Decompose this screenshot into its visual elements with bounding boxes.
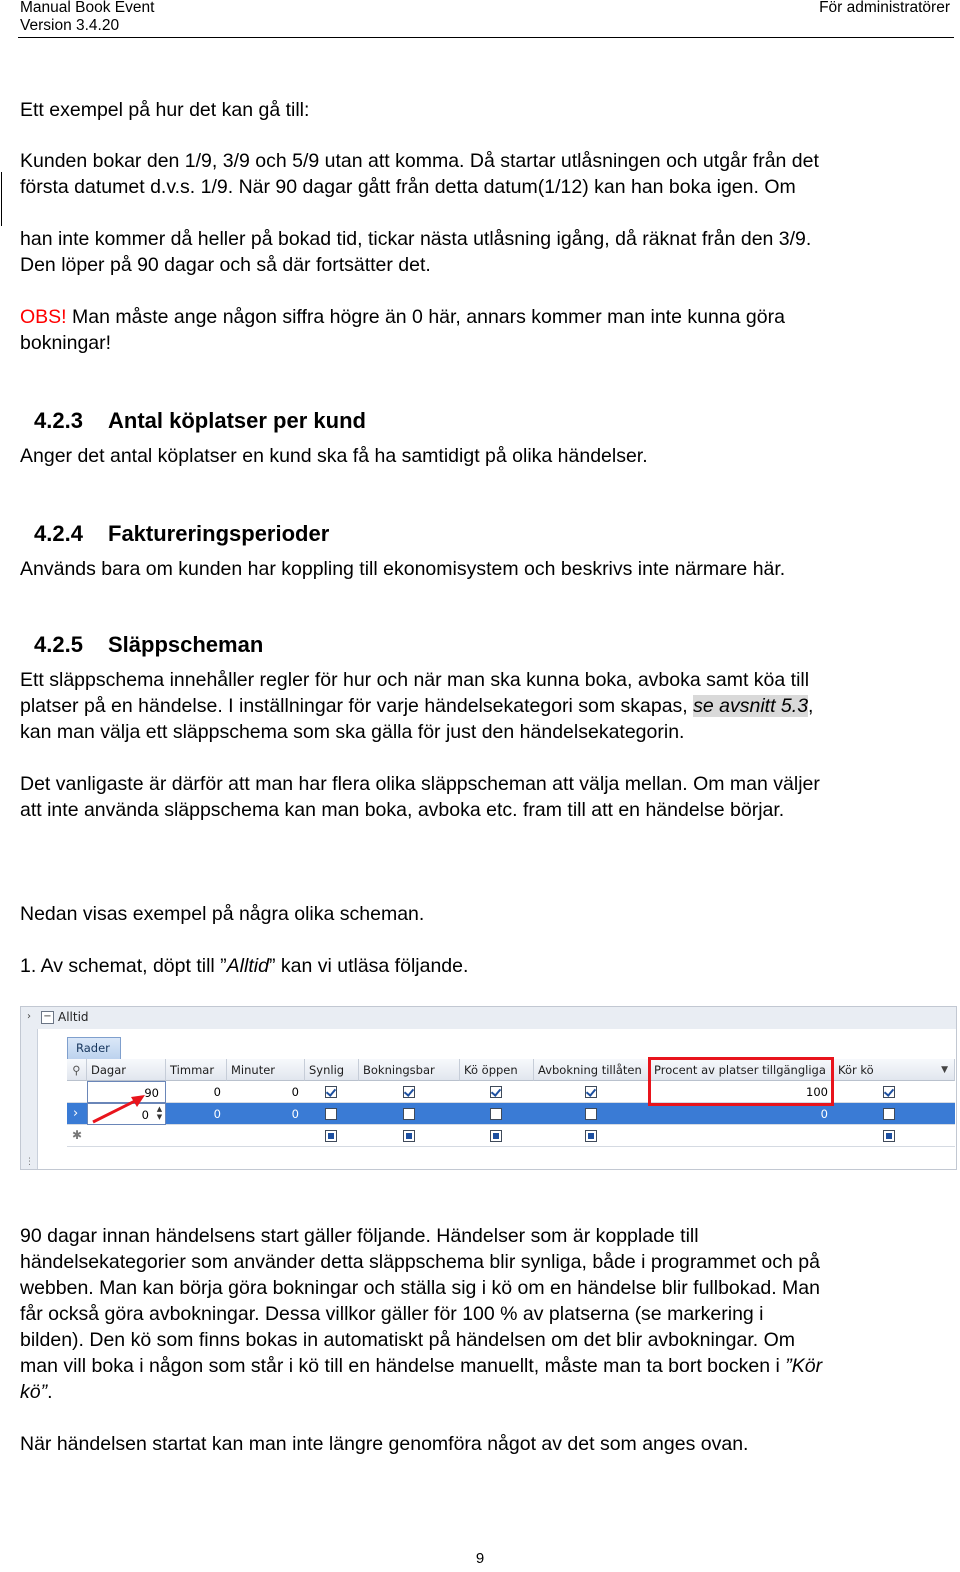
section-reference-link[interactable]: se avsnitt 5.3 (693, 695, 809, 717)
page-number: 9 (475, 1550, 485, 1567)
line-text: kan vi utläsa följande. (275, 955, 469, 977)
explanation-line7 (20, 1379, 53, 1405)
heading-text: Släppscheman (108, 632, 264, 657)
explanation-line2: händelsekategorier som använder detta släppschema blir synliga, både i programmet och på (20, 1251, 820, 1273)
row-pointer-icon: › (73, 1106, 79, 1121)
column-header-procent[interactable]: Procent av platser tillgängliga (650, 1059, 834, 1081)
obs-text: Man måste ange någon siffra högre än 0 här, annars kommer man inte kunna göra (66, 306, 785, 328)
cell-dagar[interactable]: 0 (87, 1103, 166, 1125)
dropdown-arrow-icon[interactable]: ▼ (941, 1065, 948, 1075)
section-4-2-3-body: Anger det antal köplatser en kund ska få ha samtidigt på olika händelser. (20, 445, 648, 467)
red-arrow-icon (87, 1089, 157, 1129)
heading-text: Antal köplatser per kund (108, 408, 366, 433)
checkbox-bokningsbar[interactable] (403, 1086, 415, 1098)
cell-timmar[interactable]: 0 (213, 1085, 221, 1099)
cell-dagar[interactable]: 90 (87, 1081, 166, 1103)
checkbox-kor-ko[interactable] (883, 1130, 895, 1142)
checkbox-avbokning[interactable] (585, 1086, 597, 1098)
quote-mark: ” (268, 955, 276, 977)
column-header-ko-oppen[interactable]: Kö öppen (460, 1059, 534, 1081)
section-4-2-5-line1: Ett släppschema innehåller regler för hur och när man ska kunna boka, avboka samt köa till (20, 669, 810, 691)
line-text: . (47, 1381, 53, 1403)
release-schema-screenshot (20, 1006, 957, 1170)
section-4-2-5-p2-line2: att inte använda släppschema kan man boka, avboka etc. fram till att en händelse börjar. (20, 799, 785, 821)
column-header-bokningsbar[interactable]: Bokningsbar (359, 1059, 460, 1081)
heading-text: Faktureringsperioder (108, 521, 330, 546)
explanation-line5: bilden). Den kö som finns bokas in automatiskt på händelsen om det blir avbokningar. Om (20, 1329, 796, 1351)
heading-number: 4.2.5 (34, 632, 83, 657)
explanation-line6 (20, 1353, 822, 1379)
section-4-2-4-body: Används bara om kunden har koppling till ekonomisystem och beskrivs inte närmare här. (20, 558, 786, 580)
column-header-dagar[interactable]: Dagar (87, 1059, 166, 1081)
section-4-2-5-line2 (20, 693, 813, 719)
line-text: Av schemat, döpt till (36, 955, 221, 977)
document-audience: För administratörer (819, 0, 950, 16)
checkbox-synlig[interactable] (325, 1086, 337, 1098)
resize-grip-icon[interactable]: ⋮ (25, 1157, 34, 1167)
intro-p1-line1: Kunden bokar den 1/9, 3/9 och 5/9 utan att komma. Då startar utlåsningen och utgår från det (20, 150, 819, 172)
document-version: Version 3.4.20 (20, 17, 120, 34)
table-row-new[interactable] (67, 1125, 955, 1147)
spin-stepper-icon[interactable]: ▲ ▼ (156, 1105, 163, 1121)
heading-number: 4.2.4 (34, 521, 83, 546)
checkbox-avbokning[interactable] (585, 1108, 597, 1120)
search-icon[interactable]: ⚲ (67, 1059, 87, 1081)
section-4-2-5-line3: kan man välja ett släppschema som ska gälla för just den händelsekategorin. (20, 721, 685, 743)
cell-timmar[interactable]: 0 (213, 1107, 221, 1121)
checkbox-ko-oppen[interactable] (490, 1108, 502, 1120)
heading-number: 4.2.3 (34, 408, 83, 433)
example-number: 1. (20, 955, 37, 977)
document-title: Manual Book Event (20, 0, 155, 16)
checkbox-kor-ko[interactable] (883, 1108, 895, 1120)
highlight-box (648, 1057, 834, 1106)
collapse-minus-icon[interactable]: − (41, 1011, 54, 1024)
obs-label: OBS! (20, 306, 67, 328)
table-row[interactable] (67, 1103, 955, 1125)
example-1 (20, 953, 468, 979)
cell-minuter[interactable]: 0 (291, 1085, 299, 1099)
checkbox-synlig[interactable] (325, 1130, 337, 1142)
group-label: Alltid (58, 1010, 89, 1024)
checkbox-synlig[interactable] (325, 1108, 337, 1120)
change-bar (1, 172, 2, 226)
column-header-synlig[interactable]: Synlig (305, 1059, 359, 1081)
checkbox-avbokning[interactable] (585, 1130, 597, 1142)
schema-name: Alltid (226, 955, 269, 977)
heading-4-2-3 (34, 408, 366, 434)
expander-chevron-icon[interactable]: › (27, 1011, 31, 1022)
checkbox-ko-oppen[interactable] (490, 1086, 502, 1098)
column-header-label: Kör kö (838, 1063, 874, 1077)
line-text: man vill boka i någon som står i kö till en händelse manuellt, måste man ta bort bocken i (20, 1355, 786, 1377)
examples-intro: Nedan visas exempel på några olika scheman. (20, 903, 425, 925)
tab-rader[interactable]: Rader (67, 1037, 121, 1059)
intro-p2-line1: han inte kommer då heller på bokad tid, tickar nästa utlåsning igång, då räknat från den 3/9. (20, 228, 812, 250)
obs-note-line2: bokningar! (20, 332, 112, 354)
checkbox-bokningsbar[interactable] (403, 1130, 415, 1142)
explanation-line4: får också göra avbokningar. Dessa villkor gäller för 100 % av platserna (se markering i (20, 1303, 764, 1325)
column-header-avbokning-tillaten[interactable]: Avbokning tillåten (534, 1059, 650, 1081)
cell-procent[interactable]: 100 (806, 1085, 828, 1099)
heading-4-2-4 (34, 521, 329, 547)
final-note: När händelsen startat kan man inte längre genomföra något av det som anges ovan. (20, 1433, 749, 1455)
new-row-asterisk-icon: ✱ (72, 1128, 83, 1142)
column-header-minuter[interactable]: Minuter (227, 1059, 305, 1081)
explanation-line1: 90 dagar innan händelsens start gäller följande. Händelser som är kopplade till (20, 1225, 699, 1247)
checkbox-bokningsbar[interactable] (403, 1108, 415, 1120)
kor-ko-reference: ”Kör (785, 1355, 823, 1377)
heading-4-2-5 (34, 632, 263, 658)
quote-mark: ” (220, 955, 227, 977)
header-divider (18, 37, 954, 38)
column-header-timmar[interactable]: Timmar (166, 1059, 227, 1081)
intro-lead: Ett exempel på hur det kan gå till: (20, 99, 310, 121)
kor-ko-reference: kö” (20, 1381, 48, 1403)
explanation-line3: webben. Man kan börja göra bokningar och ställa sig i kö om en händelse blir fullbokad. Man (20, 1277, 820, 1299)
cell-procent[interactable]: 0 (820, 1107, 828, 1121)
intro-p2-line2: Den löper på 90 dagar och så där fortsätter det. (20, 254, 431, 276)
cell-minuter[interactable]: 0 (291, 1107, 299, 1121)
obs-note (20, 304, 785, 330)
line-text: , (808, 695, 814, 717)
checkbox-kor-ko[interactable] (883, 1086, 895, 1098)
checkbox-ko-oppen[interactable] (490, 1130, 502, 1142)
line-text: platser på en händelse. I inställningar för varje händelsekategori som skapas, (20, 695, 694, 717)
column-header-kor-ko[interactable] (834, 1059, 955, 1081)
intro-p1-line2: första datumet d.v.s. 1/9. När 90 dagar gått från detta datum(1/12) kan han boka igen. Om (20, 176, 796, 198)
section-4-2-5-p2-line1: Det vanligaste är därför att man har flera olika släppscheman att välja mellan. Om man väljer (20, 773, 820, 795)
